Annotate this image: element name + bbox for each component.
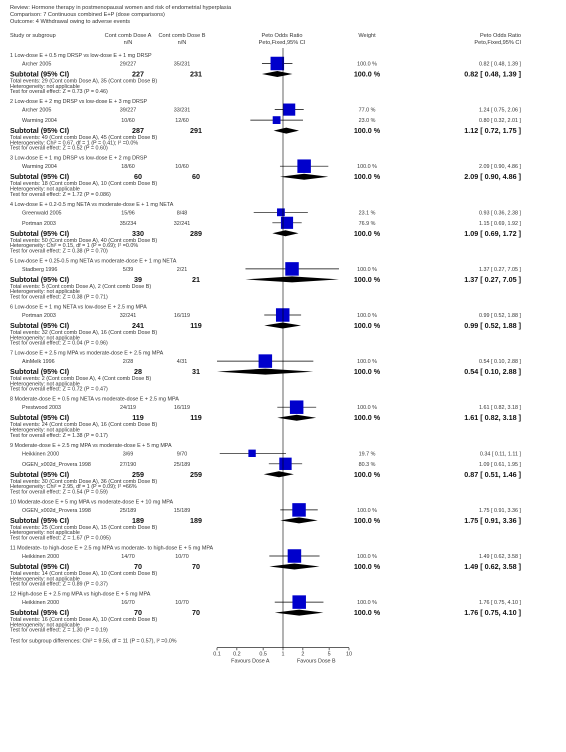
- col-or-right-header: Peto Odds Ratio: [479, 33, 521, 39]
- study-or-text: 1.24 [ 0.75, 2.06 ]: [479, 107, 521, 114]
- study-groupB-value: 8/48: [176, 210, 188, 217]
- axis-tick-label: 0.5: [259, 651, 267, 658]
- col-study-header: Study or subgroup: [10, 33, 56, 39]
- subtotal-label: Subtotal (95% CI): [10, 562, 70, 571]
- study-groupB-value: 9/70: [176, 451, 188, 458]
- subgroup-note: Total events: 16 (Cont comb Dose A), 10 (Cont comb Dose B): [10, 617, 158, 624]
- study-weight: 77.0 %: [358, 107, 376, 114]
- axis-tick-label: 5: [327, 651, 331, 658]
- subtotal-groupA: 241: [132, 321, 144, 330]
- study-or-text: 0.93 [ 0.36, 2.38 ]: [479, 210, 521, 217]
- study-weight: 100.0 %: [357, 554, 377, 560]
- subtotal-diamond: [264, 471, 294, 477]
- subtotal-diamond: [280, 517, 317, 523]
- axis-tick-label: 2: [301, 651, 305, 658]
- subgroup-title: 12 High-dose E + 2.5 mg MPA vs high-dose E + 5 mg MPA: [10, 591, 151, 598]
- favours-right-label: Favours Dose B: [297, 658, 336, 665]
- study-groupA-value: 24/119: [119, 405, 137, 412]
- study-weight: 100.0 %: [357, 266, 377, 273]
- subtotal-weight: 100.0 %: [353, 69, 381, 79]
- study-weight: 23.1 %: [358, 210, 376, 217]
- subgroup-note: Test for overall effect: Z = 0.73 (P = 0.46): [10, 89, 108, 96]
- study-name: OGEN_x002d_Provera 1998: [22, 461, 91, 468]
- study-name: Warming 2004: [22, 118, 57, 125]
- study-weight: 100.0 %: [357, 600, 377, 607]
- subtotal-groupA: 259: [132, 469, 144, 479]
- subgroup-note: Heterogeneity: not applicable: [10, 622, 80, 629]
- subgroup-note: Total events: 29 (Cont comb Dose A), 35 (Cont comb Dose B): [10, 78, 158, 85]
- subgroup-note: Heterogeneity: Chi² = 2.95, df = 1 (P = 0.09); I² =66%: [10, 484, 137, 491]
- subgroup-note: Total events: 32 (Cont comb Dose A), 16 (Cont comb Dose B): [10, 330, 158, 336]
- subtotal-label: Subtotal (95% CI): [10, 126, 70, 136]
- subtotal-groupB: 70: [192, 562, 200, 571]
- study-weight: 80.3 %: [358, 461, 376, 468]
- study-point-square: [279, 458, 291, 470]
- subtotal-weight: 100.0 %: [353, 126, 381, 136]
- subgroup-note: Test for overall effect: Z = 1.67 (P = 0.095): [10, 535, 111, 542]
- subgroup-note: Heterogeneity: not applicable: [10, 530, 80, 537]
- study-or-text: 1.75 [ 0.91, 3.36 ]: [479, 507, 521, 514]
- subgroup-note: Test for overall effect: Z = 0.52 (P = 0.60): [10, 145, 108, 152]
- subtotal-weight: 100.0 %: [353, 413, 381, 423]
- subgroup-title: 10 Moderate-dose E + 5 mg MPA vs moderate-dose E + 10 mg MPA: [10, 499, 174, 506]
- study-point-square: [292, 503, 306, 517]
- subgroup-differences-test: Test for subgroup differences: Chi² = 9.56, df = 11 (P = 0.57), I² =0.0%: [10, 638, 177, 645]
- subtotal-weight: 100.0 %: [353, 274, 381, 284]
- study-or-text: 1.09 [ 0.61, 1.95 ]: [479, 461, 521, 468]
- subtotal-groupA: 330: [132, 228, 144, 238]
- subgroup-title: 7 Low-dose E + 2.5 mg MPA vs moderate-dose E + 2.5 mg MPA: [10, 350, 164, 357]
- study-point-square: [271, 57, 285, 71]
- subtotal-groupB: 189: [190, 515, 202, 525]
- study-groupA-value: 39/227: [119, 107, 137, 114]
- subtotal-weight: 100.0 %: [353, 321, 381, 330]
- subgroup-note: Total events: 50 (Cont comb Dose A), 40 (Cont comb Dose B): [10, 237, 158, 244]
- subtotal-groupA: 227: [132, 69, 144, 79]
- subgroup-note: Test for overall effect: Z = 0.38 (P = 0.70): [10, 248, 108, 255]
- subtotal-groupA: 28: [134, 367, 142, 377]
- subgroup-note: Test for overall effect: Z = 0.89 (P = 0.37): [10, 581, 108, 588]
- favours-left-label: Favours Dose A: [231, 658, 270, 665]
- study-name: Prestwood 2003: [22, 405, 61, 412]
- subtotal-weight: 100.0 %: [353, 172, 381, 182]
- col-or-sub: Peto,Fixed,95% CI: [258, 40, 306, 46]
- subgroup-note: Total events: 14 (Cont comb Dose A), 10 (Cont comb Dose B): [10, 571, 158, 577]
- subtotal-or-text: 1.37 [ 0.27, 7.05 ]: [464, 274, 521, 284]
- study-name: Stadberg 1996: [22, 266, 58, 273]
- subgroup: [10, 499, 521, 541]
- study-or-text: 1.49 [ 0.62, 3.58 ]: [479, 554, 521, 560]
- study-groupA-value: 25/189: [119, 507, 137, 514]
- subtotal-groupA: 39: [134, 274, 142, 284]
- study-groupA-value: 27/190: [119, 461, 137, 468]
- study-point-square: [259, 354, 273, 368]
- subgroup: [10, 99, 521, 152]
- study-groupB-value: 35/231: [173, 61, 191, 68]
- study-or-text: 0.82 [ 0.48, 1.39 ]: [479, 61, 521, 68]
- subtotal-groupA: 287: [132, 126, 144, 136]
- subtotal-diamond: [280, 174, 328, 180]
- study-name: Heikkinen 2000: [22, 600, 60, 607]
- study-groupA-value: 5/39: [122, 266, 134, 273]
- study-weight: 100.0 %: [357, 164, 377, 171]
- study-point-square: [290, 400, 304, 414]
- subtotal-label: Subtotal (95% CI): [10, 608, 70, 618]
- subtotal-groupB: 291: [190, 126, 202, 136]
- subtotal-weight: 100.0 %: [353, 228, 381, 238]
- subgroup-note: Heterogeneity: Chi² = 0.67, df = 1 (P = 0.41); I² =0.0%: [10, 140, 139, 147]
- study-or-text: 0.34 [ 0.11, 1.11 ]: [479, 451, 521, 458]
- subgroup-note: Test for overall effect: Z = 0.04 (P = 0.96): [10, 340, 108, 347]
- subtotal-or-text: 2.09 [ 0.90, 4.86 ]: [464, 172, 521, 182]
- subgroup-note: Total events: 49 (Cont comb Dose A), 45 (Cont comb Dose B): [10, 135, 158, 142]
- study-point-square: [292, 595, 306, 609]
- axis-tick-label: 1: [281, 651, 285, 658]
- subgroup-note: Test for overall effect: Z = 1.30 (P = 0.19): [10, 627, 108, 634]
- study-groupA-value: 16/70: [121, 600, 135, 607]
- study-weight: 100.0 %: [357, 359, 377, 366]
- subtotal-label: Subtotal (95% CI): [10, 469, 70, 479]
- study-point-square: [283, 104, 295, 116]
- subgroup-title: 9 Moderate-dose E + 2.5 mg MPA vs moderate-dose E + 5 mg MPA: [10, 442, 172, 449]
- subgroup-title: 6 Low-dose E + 1 mg NETA vs low-dose E + 2.5 mg MPA: [10, 304, 147, 311]
- col-or-right-sub: Peto,Fixed,95% CI: [474, 40, 521, 46]
- subgroup: [10, 546, 521, 588]
- subgroup: [10, 592, 521, 634]
- subgroup: [10, 305, 521, 347]
- study-weight: 100.0 %: [357, 405, 377, 412]
- subtotal-groupB: 259: [190, 469, 202, 479]
- subgroup: [10, 258, 521, 300]
- study-name: Portman 2003: [22, 220, 56, 227]
- subtotal-groupB: 119: [190, 321, 202, 330]
- subgroup-note: Test for overall effect: Z = 1.72 (P = 0.086): [10, 191, 111, 198]
- subtotal-label: Subtotal (95% CI): [10, 321, 70, 330]
- subtotal-groupB: 231: [190, 69, 202, 79]
- subtotal-diamond: [274, 128, 299, 134]
- study-or-text: 2.09 [ 0.90, 4.86 ]: [479, 164, 521, 171]
- subgroup-note: Heterogeneity: not applicable: [10, 83, 80, 90]
- subgroup-note: Heterogeneity: not applicable: [10, 289, 80, 296]
- subgroup-note: Heterogeneity: not applicable: [10, 335, 80, 342]
- comparison-title: Comparison: 7 Continuous combined E+P (dose comparisons): [10, 12, 165, 18]
- subgroup-note: Test for overall effect: Z = 0.72 (P = 0.47): [10, 386, 108, 393]
- subgroup-note: Total events: 2 (Cont comb Dose A), 4 (Cont comb Dose B): [10, 376, 152, 383]
- subgroup-note: Test for overall effect: Z = 0.54 (P = 0.59): [10, 489, 108, 496]
- subgroup-note: Total events: 30 (Cont comb Dose A), 36 (Cont comb Dose B): [10, 478, 158, 485]
- subgroup-title: 1 Low-dose E + 0.5 mg DRSP vs low-dose E + 1 mg DRSP: [10, 53, 152, 59]
- subgroup: [10, 202, 521, 255]
- study-groupA-value: 35/234: [119, 220, 137, 227]
- subgroup-note: Heterogeneity: not applicable: [10, 576, 80, 583]
- subtotal-label: Subtotal (95% CI): [10, 172, 70, 182]
- subtotal-or-text: 0.82 [ 0.48, 1.39 ]: [464, 69, 521, 79]
- study-weight: 23.0 %: [358, 118, 376, 125]
- subgroup-title: 8 Moderate-dose E + 0.5 mg NETA vs moderate-dose E + 2.5 mg MPA: [10, 396, 179, 403]
- subtotal-groupB: 31: [192, 367, 200, 377]
- col-groupB-sub: n/N: [177, 40, 187, 46]
- study-groupB-value: 32/241: [173, 220, 191, 227]
- subtotal-groupA: 60: [134, 172, 142, 182]
- review-title: Review: Hormone therapy in postmenopausal women and risk of endometrial hyperplasia: [10, 5, 232, 11]
- study-groupA-value: 3/69: [122, 451, 134, 458]
- subtotal-diamond: [217, 369, 313, 375]
- subgroup-title: 4 Low-dose E + 0.2-0.5 mg NETA vs moderate-dose E + 1 mg NETA: [10, 201, 174, 208]
- study-groupB-value: 10/70: [175, 554, 189, 560]
- subtotal-or-text: 1.61 [ 0.82, 3.18 ]: [464, 413, 521, 423]
- study-point-square: [277, 208, 285, 216]
- subtotal-groupA: 70: [134, 608, 142, 618]
- col-groupA-header: Cont comb Dose A: [104, 33, 152, 39]
- subgroup-note: Total events: 5 (Cont comb Dose A), 2 (Cont comb Dose B): [10, 283, 152, 290]
- study-groupA-value: 10/60: [121, 118, 135, 125]
- study-weight: 76.9 %: [358, 220, 376, 227]
- subgroup-note: Heterogeneity: not applicable: [10, 381, 80, 388]
- study-groupA-value: 18/60: [121, 164, 135, 171]
- study-groupB-value: 33/231: [173, 107, 191, 114]
- study-name: Heikkinen 2000: [22, 554, 60, 560]
- subtotal-weight: 100.0 %: [353, 469, 381, 479]
- study-groupB-value: 16/119: [173, 405, 191, 412]
- study-point-square: [248, 450, 255, 457]
- axis-tick-label: 10: [346, 651, 352, 658]
- study-name: Warming 2004: [22, 164, 57, 171]
- subtotal-or-text: 1.49 [ 0.62, 3.58 ]: [464, 562, 521, 571]
- forest-rows: [10, 53, 521, 645]
- study-or-text: 1.37 [ 0.27, 7.05 ]: [479, 266, 521, 273]
- subgroup-title: 2 Low-dose E + 2 mg DRSP vs low-dose E + 3 mg DRSP: [10, 99, 148, 106]
- subtotal-diamond: [245, 276, 339, 282]
- subtotal-weight: 100.0 %: [353, 367, 381, 377]
- subgroup-note: Heterogeneity: Chi² = 0.15, df = 1 (P = 0.69); I² =0.0%: [10, 243, 139, 250]
- study-or-text: 1.15 [ 0.69, 1.92 ]: [479, 220, 521, 227]
- study-or-text: 0.54 [ 0.10, 2.88 ]: [479, 359, 521, 366]
- subgroup-title: 3 Low-dose E + 1 mg DRSP vs low-dose E + 2 mg DRSP: [10, 155, 148, 162]
- study-or-text: 1.61 [ 0.82, 3.18 ]: [479, 405, 521, 412]
- study-groupB-value: 16/119: [173, 313, 191, 319]
- study-groupB-value: 10/70: [175, 600, 189, 607]
- subtotal-weight: 100.0 %: [353, 608, 381, 618]
- study-or-text: 0.99 [ 0.52, 1.88 ]: [479, 313, 521, 319]
- subtotal-or-text: 1.09 [ 0.69, 1.72 ]: [464, 228, 521, 238]
- subgroup-note: Heterogeneity: not applicable: [10, 186, 80, 193]
- col-weight-header: Weight: [358, 33, 376, 39]
- subtotal-or-text: 0.87 [ 0.51, 1.46 ]: [464, 469, 521, 479]
- subtotal-diamond: [272, 230, 298, 236]
- col-or-header: Peto Odds Ratio: [261, 33, 303, 39]
- study-groupA-value: 14/70: [121, 554, 135, 560]
- axis-tick-label: 0.1: [213, 651, 221, 658]
- study-weight: 100.0 %: [357, 313, 377, 319]
- study-name: Heikkinen 2000: [22, 451, 60, 458]
- subtotal-groupA: 189: [132, 515, 144, 525]
- study-or-text: 1.76 [ 0.75, 4.10 ]: [479, 600, 521, 607]
- subtotal-diamond: [275, 610, 324, 616]
- subtotal-groupA: 70: [134, 562, 142, 571]
- subtotal-groupB: 60: [192, 172, 200, 182]
- study-groupA-value: 15/96: [121, 210, 135, 217]
- subgroup-note: Test for overall effect: Z = 0.38 (P = 0.71): [10, 294, 108, 301]
- study-groupA-value: 32/241: [119, 313, 137, 319]
- subgroup-note: Total events: 18 (Cont comb Dose A), 10 (Cont comb Dose B): [10, 181, 158, 188]
- study-groupB-value: 25/189: [173, 461, 191, 468]
- study-name: Archer 2005: [22, 61, 52, 68]
- study-point-square: [297, 159, 311, 173]
- study-groupB-value: 12/60: [175, 118, 189, 125]
- subtotal-groupB: 70: [192, 608, 200, 618]
- subgroup-note: Total events: 25 (Cont comb Dose A), 15 (Cont comb Dose B): [10, 524, 158, 531]
- study-name: OGEN_x002d_Provera 1998: [22, 507, 91, 514]
- subgroup: [10, 397, 521, 439]
- subgroup-note: Heterogeneity: not applicable: [10, 427, 80, 434]
- subgroup: [10, 156, 521, 198]
- subtotal-groupB: 289: [190, 228, 202, 238]
- subgroup: [10, 351, 521, 393]
- x-axis: [213, 48, 352, 665]
- study-or-text: 0.80 [ 0.32, 2.01 ]: [479, 118, 521, 125]
- subtotal-diamond: [269, 564, 319, 570]
- axis-tick-label: 0.2: [233, 651, 241, 658]
- subtotal-label: Subtotal (95% CI): [10, 69, 70, 79]
- subtotal-groupB: 21: [192, 274, 200, 284]
- subgroup: [10, 443, 521, 496]
- subtotal-label: Subtotal (95% CI): [10, 274, 70, 284]
- study-point-square: [285, 262, 299, 276]
- subtotal-label: Subtotal (95% CI): [10, 413, 70, 423]
- subtotal-label: Subtotal (95% CI): [10, 228, 70, 238]
- col-groupA-sub: n/N: [123, 40, 133, 46]
- subtotal-or-text: 1.12 [ 0.72, 1.75 ]: [464, 126, 521, 136]
- study-point-square: [288, 549, 302, 563]
- subgroup-note: Total events: 24 (Cont comb Dose A), 16 (Cont comb Dose B): [10, 422, 158, 429]
- subtotal-weight: 100.0 %: [353, 562, 381, 571]
- study-groupB-value: 10/60: [175, 164, 189, 171]
- subtotal-groupA: 119: [132, 413, 144, 423]
- subtotal-weight: 100.0 %: [353, 515, 381, 525]
- study-name: Greenwald 2005: [22, 210, 62, 217]
- study-name: Portman 2003: [22, 313, 56, 319]
- subtotal-diamond: [264, 323, 301, 329]
- study-groupA-value: 2/28: [122, 359, 134, 366]
- subtotal-groupB: 119: [190, 413, 202, 423]
- subgroup: [10, 53, 521, 95]
- study-weight: 100.0 %: [357, 507, 377, 514]
- col-groupB-header: Cont comb Dose B: [158, 33, 206, 39]
- subtotal-or-text: 0.54 [ 0.10, 2.88 ]: [464, 367, 521, 377]
- study-weight: 100.0 %: [357, 61, 377, 68]
- subgroup-title: 11 Moderate- to high-dose E + 2.5 mg MPA vs moderate- to high-dose E + 5 mg MPA: [10, 545, 214, 552]
- study-weight: 19.7 %: [358, 451, 376, 458]
- study-groupB-value: 4/31: [176, 359, 188, 366]
- study-groupA-value: 29/227: [119, 61, 137, 68]
- study-point-square: [273, 116, 281, 124]
- subtotal-or-text: 1.76 [ 0.75, 4.10 ]: [464, 608, 521, 618]
- subtotal-diamond: [262, 71, 292, 77]
- study-groupB-value: 2/21: [176, 266, 188, 273]
- study-groupB-value: 15/189: [173, 507, 191, 514]
- subtotal-label: Subtotal (95% CI): [10, 515, 70, 525]
- outcome-title: Outcome: 4 Withdrawal owing to adverse events: [10, 19, 131, 25]
- subgroup-title: 5 Low-dose E + 0.25-0.5 mg NETA vs moderate-dose E + 1 mg NETA: [10, 258, 177, 265]
- subtotal-or-text: 1.75 [ 0.91, 3.36 ]: [464, 515, 521, 525]
- subtotal-label: Subtotal (95% CI): [10, 367, 70, 377]
- study-name: Archer 2005: [22, 107, 52, 114]
- subgroup-note: Test for overall effect: Z = 1.38 (P = 0.17): [10, 432, 108, 439]
- subtotal-or-text: 0.99 [ 0.52, 1.88 ]: [464, 321, 521, 330]
- study-name: AinMelk 1996: [22, 359, 55, 366]
